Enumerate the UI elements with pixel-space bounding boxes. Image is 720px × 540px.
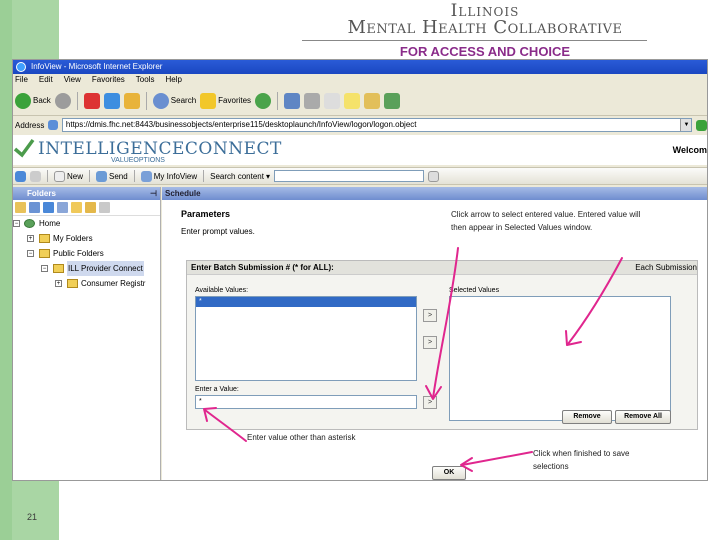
search-button[interactable]: Search <box>153 93 196 109</box>
intelligence-connect-logo-icon <box>13 137 35 159</box>
selected-values-label: Selected Values <box>449 287 500 294</box>
tree-item-public-folders[interactable]: − Public Folders <box>28 249 104 258</box>
app-brand: INTELLIGENCECONNECT <box>38 139 282 159</box>
collapse-panel-icon[interactable]: ⊣ <box>150 189 157 198</box>
send-icon <box>96 171 107 182</box>
folders-panel <box>13 187 161 481</box>
prompt-right-label: Each Submission <box>635 263 697 272</box>
search-input[interactable] <box>274 170 424 182</box>
folder-icon <box>39 249 50 258</box>
folder-icon <box>67 279 78 288</box>
menu-edit[interactable]: Edit <box>38 75 53 84</box>
browser-window <box>12 59 708 481</box>
chevron-down-icon: ▾ <box>265 171 270 181</box>
folder-icon <box>53 264 64 273</box>
mail-icon[interactable] <box>284 93 300 109</box>
available-values-label: Available Values: <box>195 287 249 294</box>
stop-icon[interactable] <box>84 93 100 109</box>
refresh-icon[interactable] <box>15 171 26 182</box>
schedule-header: Schedule <box>162 187 708 200</box>
address-bar <box>13 116 707 134</box>
add-all-button[interactable]: > <box>423 336 437 349</box>
folder-up-icon[interactable] <box>15 202 26 213</box>
expand-icon[interactable]: + <box>28 236 33 242</box>
edit-icon[interactable] <box>324 93 340 109</box>
menu-view[interactable]: View <box>63 75 81 84</box>
chevron-down-icon[interactable]: ▼ <box>680 119 691 131</box>
list-item[interactable]: * <box>196 297 416 307</box>
logo-line-2: Mental Health Collaborative <box>347 17 623 38</box>
folders-panel-title: Folders <box>27 189 56 198</box>
menu-tools[interactable]: Tools <box>135 75 155 84</box>
menu-file[interactable]: File <box>15 75 28 84</box>
welcome-text: Welcom <box>672 145 707 155</box>
go-icon[interactable] <box>696 120 707 131</box>
page-icon <box>48 120 58 130</box>
search-icon <box>153 93 169 109</box>
tree-item-ill-provider-connect[interactable]: − ILL Provider Connect <box>13 261 160 276</box>
home-folder-icon <box>24 219 35 228</box>
available-values-list[interactable] <box>195 296 417 381</box>
new-document-icon <box>54 171 65 182</box>
batch-prompt-box <box>186 260 698 430</box>
menu-bar <box>13 74 707 86</box>
expand-icon[interactable]: + <box>56 281 61 287</box>
folder-icon <box>39 234 50 243</box>
remove-all-button[interactable]: Remove All <box>615 410 671 424</box>
prompt-header <box>187 261 697 275</box>
new-button[interactable]: New <box>54 171 83 182</box>
parameters-subtitle: Enter prompt values. <box>181 227 255 236</box>
search-content-dropdown[interactable]: Search content ▾ <box>210 171 270 181</box>
ie-icon <box>16 62 26 72</box>
print-icon[interactable] <box>304 93 320 109</box>
address-label: Address <box>15 120 45 130</box>
favorites-button[interactable]: Favorites <box>200 93 251 109</box>
my-infoview-button[interactable]: My InfoView <box>141 171 197 182</box>
address-input[interactable]: https://dmis.fhc.net:8443/businessobjects/enterprise115/desktoplaunch/InfoView/logon/logon.object ▼ <box>62 118 693 132</box>
window-title-bar <box>13 60 707 74</box>
search-go-icon[interactable] <box>428 171 439 182</box>
collapse-icon[interactable]: − <box>42 266 47 272</box>
prompt-title: Enter Batch Submission # (* for ALL): <box>191 263 334 272</box>
slide-number: 21 <box>26 512 37 522</box>
new-folder-icon[interactable] <box>71 202 82 213</box>
folders-panel-header <box>13 187 160 200</box>
home-icon[interactable] <box>124 93 140 109</box>
enter-value-input[interactable]: * <box>195 395 417 409</box>
add-entered-value-button[interactable]: > <box>423 396 437 409</box>
folders-panel-tools <box>13 200 160 216</box>
ok-button[interactable]: OK <box>432 466 466 480</box>
collaborative-logo <box>250 0 720 62</box>
close-icon[interactable] <box>99 202 110 213</box>
back-arrow-icon <box>15 93 31 109</box>
collapse-icon[interactable]: − <box>14 221 19 227</box>
refresh-icon[interactable] <box>104 93 120 109</box>
annotation-ok: Click when finished to save selections <box>530 447 670 473</box>
selected-values-list[interactable] <box>449 296 671 421</box>
forward-arrow-icon[interactable] <box>55 93 71 109</box>
nav-icon[interactable] <box>30 171 41 182</box>
collapse-icon[interactable]: − <box>28 251 33 257</box>
tree-view-icon[interactable] <box>29 202 40 213</box>
browser-toolbar <box>13 86 707 116</box>
app-toolbar <box>13 167 708 185</box>
my-infoview-icon <box>141 171 152 182</box>
app-brand-sub: VALUEOPTIONS <box>111 157 165 164</box>
tree-item-my-folders[interactable]: + My Folders <box>28 234 93 243</box>
app-header <box>13 135 708 165</box>
tree-item-consumer-registr[interactable]: + Consumer Registr <box>56 279 146 288</box>
logo-line-3: FOR ACCESS AND CHOICE <box>399 44 571 59</box>
messenger-icon[interactable] <box>384 93 400 109</box>
remove-button[interactable]: Remove <box>562 410 612 424</box>
search-folders-icon[interactable] <box>57 202 68 213</box>
enter-value-label: Enter a Value: <box>195 386 239 393</box>
tree-item-home[interactable]: − Home <box>14 219 61 228</box>
parameters-title: Parameters <box>181 209 231 219</box>
window-title: InfoView - Microsoft Internet Explorer <box>31 62 163 71</box>
history-icon[interactable] <box>255 93 271 109</box>
back-button[interactable]: Back <box>15 93 51 109</box>
send-button[interactable]: Send <box>96 171 128 182</box>
annotation-select-arrow: Click arrow to select entered value. Entered value will then appear in Selected Values window. <box>448 208 660 234</box>
folder-options-icon[interactable] <box>85 202 96 213</box>
folder-tree <box>13 216 160 291</box>
folder-icon[interactable] <box>364 93 380 109</box>
note-icon[interactable] <box>344 93 360 109</box>
menu-help[interactable]: Help <box>165 75 182 84</box>
logo-line-1: Illinois <box>450 1 520 21</box>
add-selected-button[interactable]: > <box>423 309 437 322</box>
star-icon <box>200 93 216 109</box>
refresh-icon[interactable] <box>43 202 54 213</box>
menu-favorites[interactable]: Favorites <box>91 75 125 84</box>
annotation-enter-value: Enter value other than asterisk <box>244 431 452 455</box>
